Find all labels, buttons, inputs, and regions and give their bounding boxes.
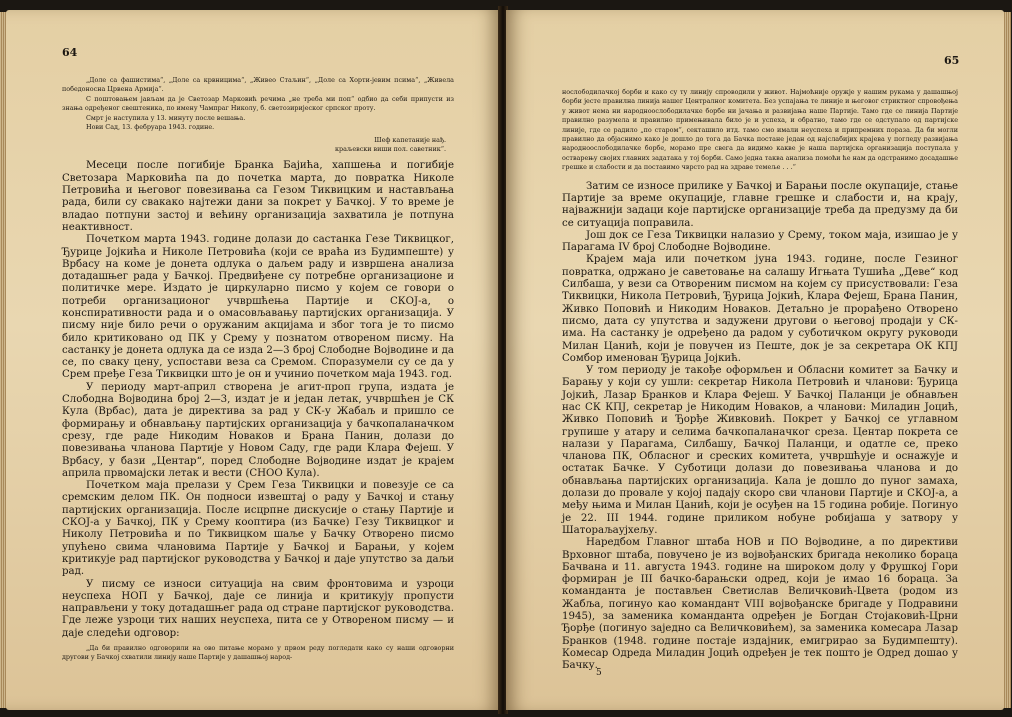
footer-mark: 5	[596, 668, 602, 678]
quote-continuation: нослободилачкој борби и како су ту линију спроводили у живот. Најмоћније оружје у нашим рукама у дашашњој борби јесте правилна линија нашег Централног комитета. Без успајања те линије и његовог стриктног спровођења у живот нема ни народноослободилачке борбе ни јачања и развијања наше Партије. Тамо где се линија Партије правилно разумела и правилно примењивала било је и успеха, и обратно, тамо где се одступало од партијске линије, где се радило „по старом“, секташило итд. тамо смо имали неуспеха и припремних пораза. Да би могли правилно да објаснимо како је дошло до тога да Бачка постане један од најслабијих крајева у погледу развијања народноослободилачке борбе, морамо пре свега да видимо какве је наша партијска организација поступала у остварењу својих главних задатака у тој борби. Само једна таква анализа помоћи ће нам да одстранимо досадашње грешке и слабости и да поставимо чврсто рад на здраве темеље . . .“	[562, 88, 958, 172]
quote-line: С поштовањем јављам да је Светозар Марковић речима „не треба ми поп“ одбио да себи припусти из знања одређеног свештеника, по имену Чампраг Николу, б. светозиријеског српског проту.	[62, 94, 454, 113]
bottom-quote: „Да би правилно одговорили на ово питање морамо у првом реду погледати како су наши одговорни другови у Бачкој схватили линију наше Партије у дашашњој народ-	[62, 644, 454, 662]
quote-line: Нови Сад, 13. фебруара 1943. године.	[86, 123, 215, 132]
quote-line: „Доле са фашистима“, „Доле са крвницима“, „Живео Стаљин“, „Доле са Хорти-јевим псима“, „Живела победоносна Црвена Армија“.	[62, 76, 454, 94]
left-page-content	[62, 76, 454, 663]
quote-line: Смрт је наступила у 13. минуту после вешања.	[86, 113, 246, 122]
paragraph: Још док се Геза Тиквицки налазио у Срему, током маја, изишао је у Парагама IV број Слободне Војводине.	[562, 229, 958, 254]
right-page-content	[562, 88, 958, 673]
left-page	[6, 10, 500, 710]
signature-line: краљевски виши пол. саветник“.	[335, 145, 446, 154]
paragraph: Затим се износе прилике у Бачкој и Барањи после окупације, стање Партије за време окупације, главне грешке и слабости и, на крају, најважнији задаци које партијске организације треба да предузму да би се ситуација поправила.	[562, 180, 958, 229]
paragraph: У писму се износи ситуација на свим фронтовима и узроци неуспеха НОП у Бачкој, даје се линија и критикују пропусти направљени у току дотадашњег рада од стране партијског руководства. Где леже узроци тих наших неуспеха, пита се у Отвореном писму — и даје следећи одговор:	[62, 578, 454, 639]
signature-line: Шеф капетаније нађ.	[374, 136, 446, 145]
paragraph: У периоду март-април створена је агит-проп група, издата је Слободна Војводина број 2—3, издат је и један летак, учвршћен је СК Кула (Врбас), дата је директива за рад у СК-у Жабаљ и пришло се формирању и обнављању партијских организација у бачкопаланачком срезу, где раде Никодим Новаков и Брана Панин, долази до повезивања чланова Партије у Новом Саду, где ради Клара Фејеш. У Врбасу, у бази „Центар“, поред Слободне Војводине издат је крајем априла првомајски летак и вести (СНОО Кула).	[62, 381, 454, 479]
signature-block	[62, 136, 454, 154]
paragraph: Почетком маја прелази у Срем Геза Тиквицки и повезује се са сремским делом ПК. Он подноси извештај о раду у Бачкој и стању партијских организација. После исцрпне дискусије о стању Партије и СКОЈ-а у Бачкој, ПК у Срему кооптира (из Бачке) Гезу Тиквицког и Николу Петровића и по Тиквицком шаље у Бачку Отворено писмо упућено свима члановима Партије у Бачкој и Барањи, у којем критикује рад партијског руководства у Бачкој и даје упутство за даљи рад.	[62, 480, 454, 578]
paragraph: Почетком марта 1943. године долази до састанка Гезе Тиквицког, Ђурице Јојкића и Николе Петровића (који се враћа из Будимпеште) у Врбасу на коме је донета одлука о даљем раду и извршена анализа дотадашњег рада у Бачкој. Предвиђене су потребне организационе и политичке мере. Издато је циркуларно писмо у којем се говори о потреби организационог учвршћења Партије и СКОЈ-а, о конспиративности рада и о омасовљавању партијских организација. У писму није било речи о оружаним акцијама и због тога је то писмо било критиковано од ПК у Срему у познатом отвореном писму. На састанку је донета одлука да се изда 2—3 број Слободне Војводине и да се, по сваку цену, успостави веза са Сремом. Споразумели су се да у Срем пређе Геза Тиквицки што је он и учинио почетком маја 1943. год.	[62, 234, 454, 381]
paragraph: Месеци после погибије Бранка Бајића, хапшења и погибије Светозара Марковића па до почетка марта, до повратка Николе Петровића и његовог повезивања са Гезом Тиквицким и настављања рада, били су свакако најтежи дани за покрет у Бачкој. У то време је владао потпуни застој и већину организација захватила је потпуна неактивност.	[62, 160, 454, 233]
page-number-right: 65	[944, 54, 960, 67]
paragraph: Крајем маја или почетком јуна 1943. године, после Гезиног повратка, одржано је саветовање на салашу Игњата Тушића „Деве“ код Силбаша, у вези са Отвореним писмом на којем су присуствовали: Геза Тиквицки, Никола Петровић, Ђурица Јојкић, Клара Фејеш, Брана Панин, Живко Поповић и Никодим Новаков. Детаљно је прорађено Отворено писмо, дата су упутства и задужени другови о његовој продаји у СК-има. На састанку је одређено да радом у суботичком округу руководи Милан Цанић, који је повучен из Пеште, док је за секретара ОК КПЈ Сомбор именован Ђурица Јојкић.	[562, 254, 958, 364]
paragraph: У том периоду је такође оформљен и Обласни комитет за Бачку и Барању у који су ушли: секретар Никола Петровић и чланови: Ђурица Јојкић, Лазар Бранков и Клара Фејеш. У Бачкој Паланци је обнављен нас СК КПЈ, секретар је Никодим Новаков, а чланови: Миладин Јоцић, Живко Поповић и Ђорђе Живковић. Покрет у Бачкој се углавном групише у атару и селима бачкопаланачког среза. Центар покрета се налази у Парагама, Силбашу, Бачкој Паланци, и одатле се, преко чланова ПК, Обласног и среских комитета, учвршћује и оснажује и остатак Бачке. У Суботици долази до повезивања чланова и до обнављања партијских организација. Кала је дошло до пуног замаха, долази до провале у којој падају скоро сви чланови Партије и СКОЈ-а, а међу њима и Милан Цанић, који је осуђен на 15 година робије. Погинуо је 22. III 1944. године приликом нобуне робијаша у затвору у Шаторaљaујхељу.	[562, 365, 958, 536]
right-page	[506, 10, 1004, 710]
page-edge-right	[1003, 12, 1011, 708]
paragraph: Наредбом Главног штаба НОВ и ПО Војводине, а по директиви Врховног штаба, повучено је из војвођанских бригада неколико бораца Бачвана и 11. августа 1943. године на широком долу у Фрушкој Гори формиран је III бачко-барањски одред, који је имао 16 бораца. За команданта је постављен Светислав Величковић-Цвета (родом из Жабља, погинуо као командант VIII војвођанске бригаде у Подравини 1945), за заменика команданта одређен је Богдан Стојаковић-Црни Ђорђе (погинуо заједно са Величковићем), за заменика комесара Лазар Бранков (1948. године постаје издајник, емигрирао за Будимпешту). Комесар Одреда Миладин Јоцић одређен је тек пошто је Одред дошао у Бачку.	[562, 537, 958, 672]
page-number-left: 64	[62, 46, 78, 59]
